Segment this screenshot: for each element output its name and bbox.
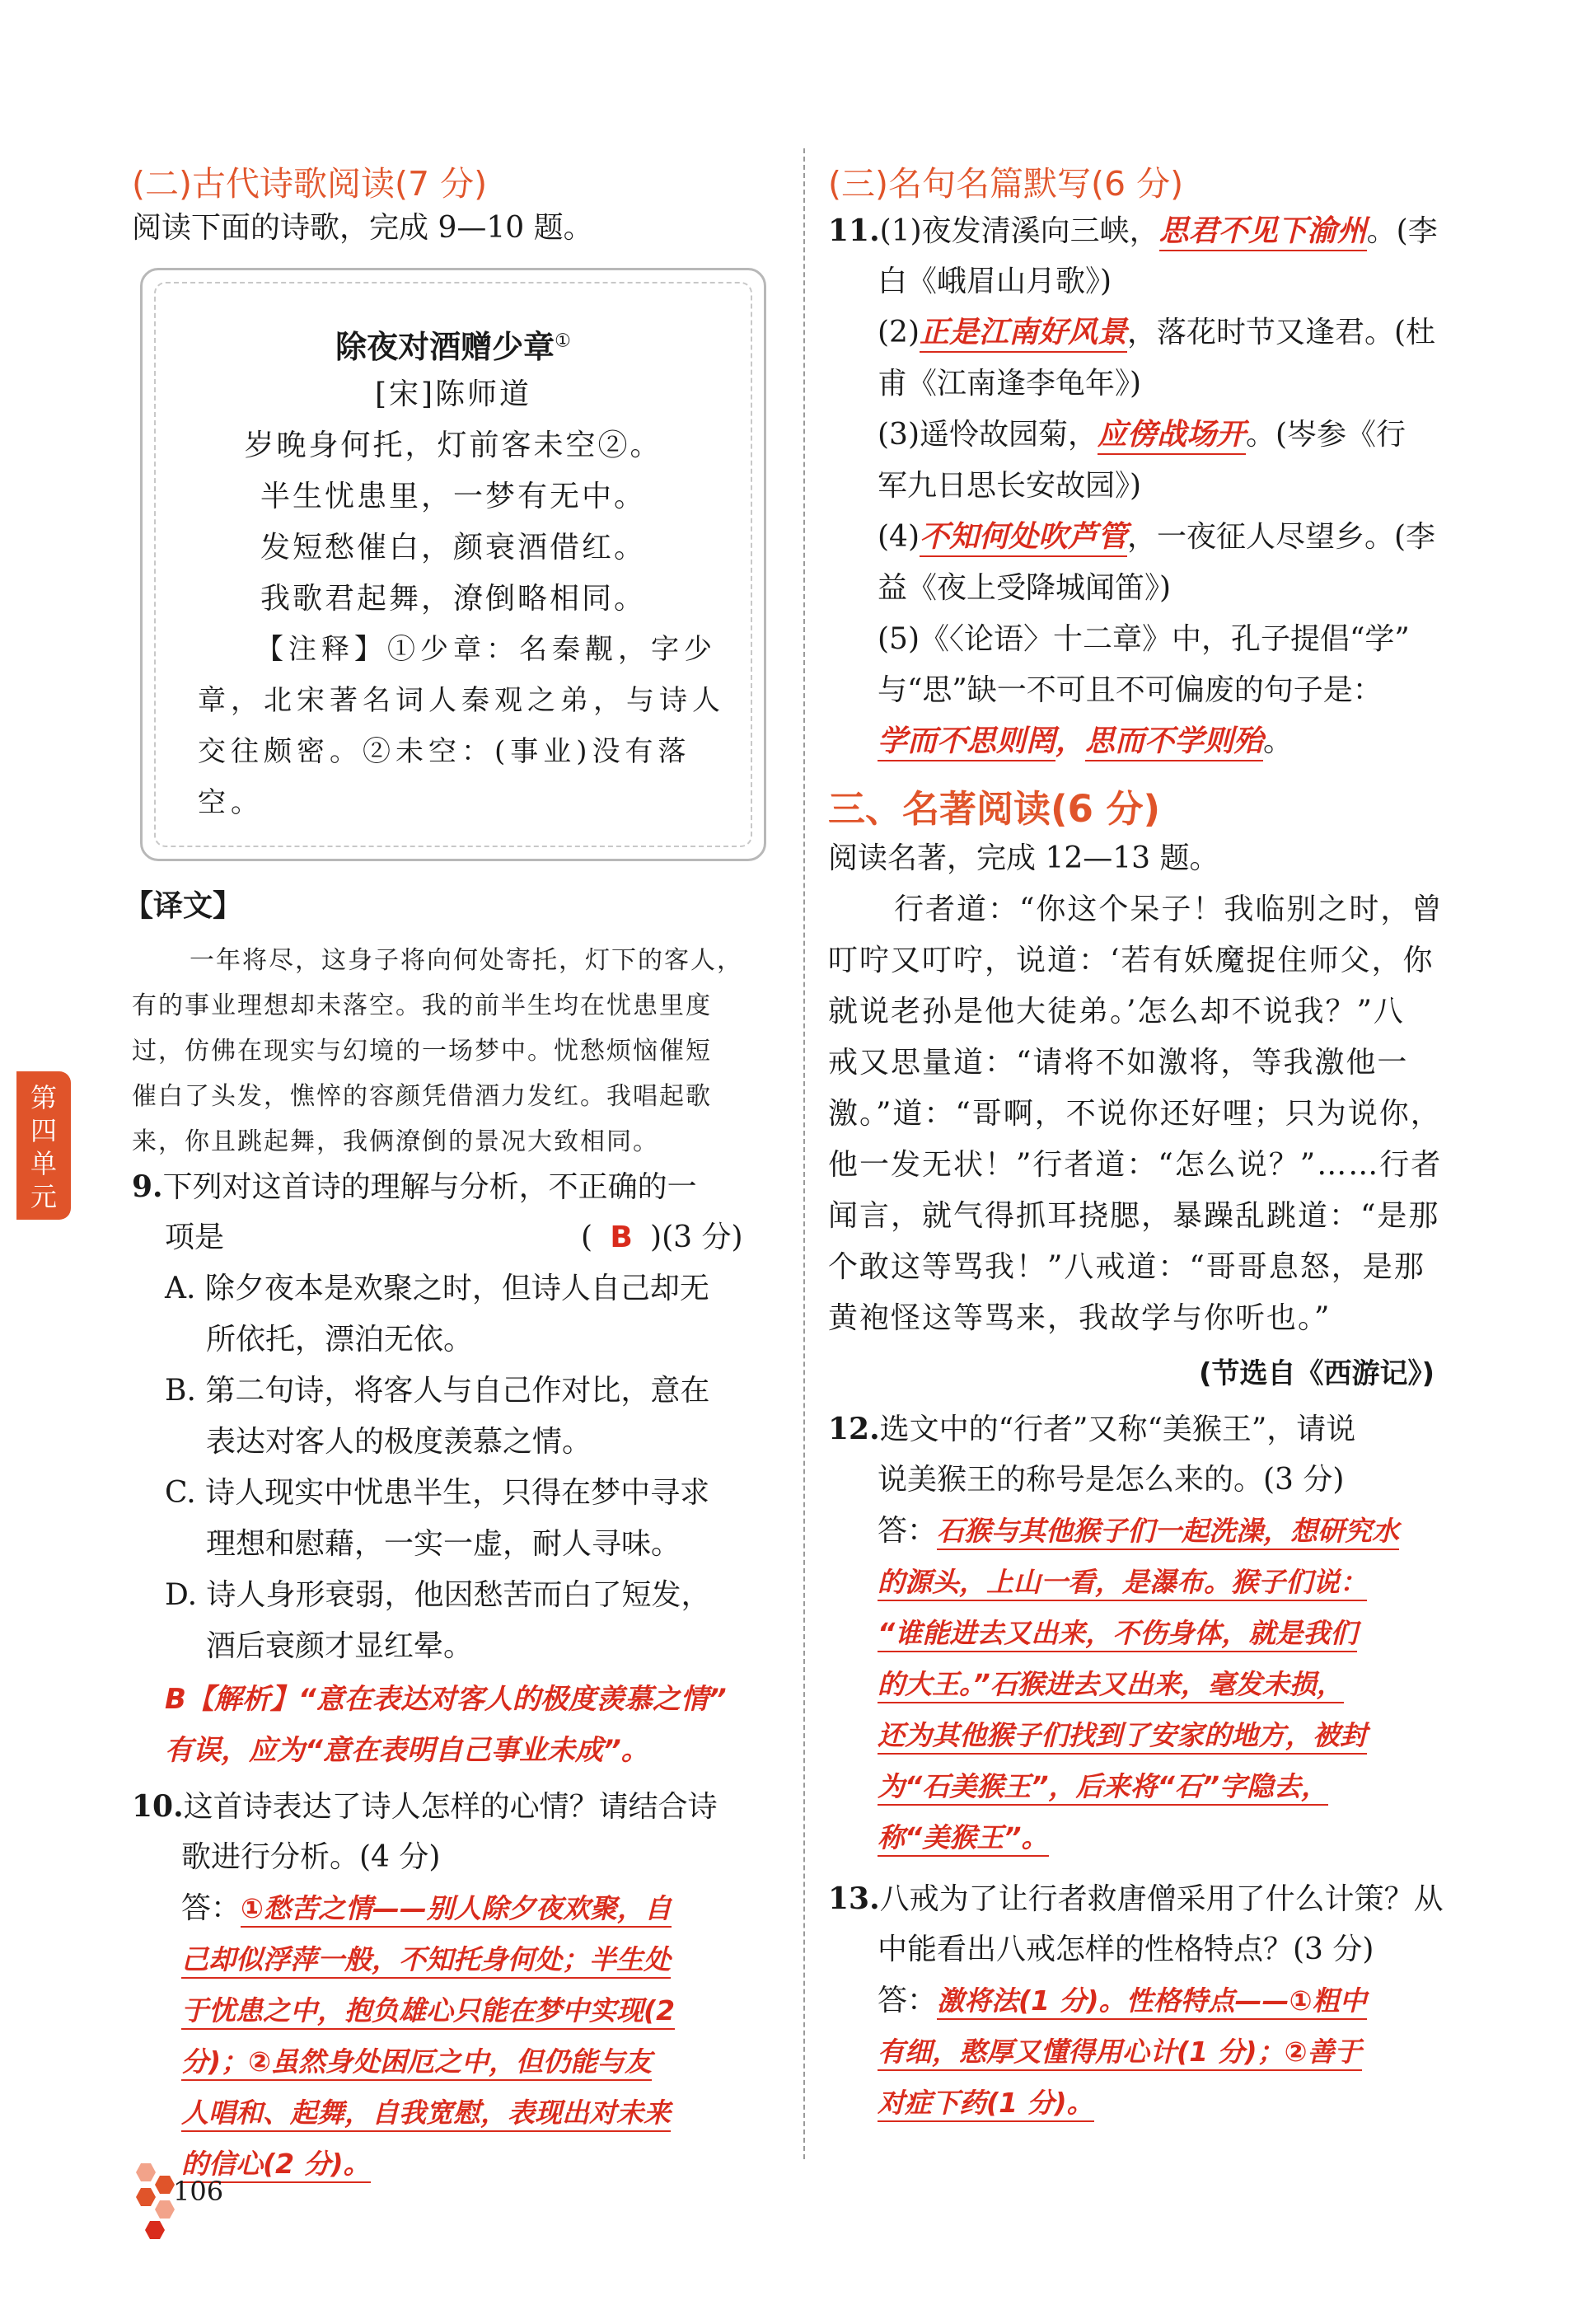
q9-option-a-line-1: A. 除夕夜本是欢聚之时，但诗人自己却无 [165, 1272, 709, 1305]
q12-stem-line-1 [828, 1411, 1355, 1448]
q10-stem-line-1 [132, 1788, 718, 1825]
side-tab-char: 元 [30, 1181, 57, 1212]
q9-score: )(3 分) [650, 1221, 743, 1254]
passage-line-8: 个敢这等骂我！”八戒道：“哥哥息怒，是那 [828, 1250, 1425, 1284]
translation-line-3: 过，仿佛在现实与幻境的一场梦中。忧愁烦恼催短 [132, 1037, 712, 1066]
poem-line-1: 岁晚身何托，灯前客未空②。 [244, 429, 662, 462]
q10-answer-text: 人唱和、起舞，自我宽慰，表现出对未来 [181, 2097, 671, 2132]
q10-answer-text: 己却似浮萍一般，不知托身何处；半生处 [181, 1943, 671, 1979]
q9-paren-open: ( [581, 1221, 593, 1254]
q11-item-1-answer: 思君不见下渝州 [1159, 214, 1367, 251]
q12-answer-line-6 [878, 1769, 1328, 1805]
q13-answer-text: 激将法(1 分)。性格特点——①粗中 [937, 1984, 1367, 2020]
q9-stem-line-2: 项是 [165, 1221, 225, 1254]
q10-answer-line-2 [181, 1942, 671, 1978]
q11-item-text: 。(李 [1366, 214, 1438, 248]
q11-item-4-answer: 不知何处吹芦管 [920, 520, 1127, 557]
q12-answer-line-3 [878, 1615, 1357, 1652]
q9-option-c-line-1: C. 诗人现实中忧患半生，只得在梦中寻求 [165, 1476, 710, 1510]
q12-answer-text: “谁能进去又出来，不伤身体，就是我们 [878, 1617, 1357, 1652]
q11-item-5-sep: ， [1055, 724, 1086, 758]
q10-answer-line-3 [181, 1993, 675, 2029]
translation-line-2: 有的事业理想却未落空。我的前半生均在忧患里度 [132, 991, 712, 1020]
section-title-recitation: (三)名句名篇默写(6 分) [828, 164, 1184, 204]
q13-answer-text: 对症下药(1 分)。 [878, 2087, 1094, 2122]
q10-answer-prefix: 答： [181, 1891, 241, 1925]
q11-item-text: (1)夜发清溪向三峡， [879, 214, 1159, 248]
translation-line-1: 一年将尽，这身子将向何处寄托，灯下的客人， [190, 946, 743, 975]
q9-option-b-line-2: 表达对客人的极度羡慕之情。 [206, 1425, 592, 1459]
q12-answer-line-7 [878, 1820, 1049, 1856]
section-title-classics: 三、名著阅读(6 分) [828, 787, 1161, 831]
classics-instruction: 阅读名著，完成 12—13 题。 [828, 841, 1219, 875]
q13-stem-text: 八戒为了让行者救唐僧采用了什么计策？从 [879, 1882, 1444, 1916]
q13-answer-line-2 [878, 2034, 1362, 2070]
q12-answer-text: 的源头，上山一看，是瀑布。猴子们说： [878, 1566, 1367, 1601]
q11-item-3-answer: 应傍战场开 [1098, 418, 1246, 455]
passage-line-4: 戒又思量道：“请将不如激将，等我激他一 [828, 1046, 1409, 1080]
poem-line-3: 发短愁催白，颜衰酒借红。 [260, 531, 646, 565]
q12-stem-text: 选文中的“行者”又称“美猴王”，请说 [879, 1413, 1356, 1446]
q11-item-4-line-1 [878, 519, 1435, 555]
passage-source: (节选自《西游记》) [1199, 1357, 1435, 1390]
q10-answer-line-4 [181, 2044, 652, 2080]
translation-line-4: 催白了头发，憔悴的容颜凭借酒力发红。我唱起歌 [132, 1082, 712, 1111]
q11-item-text: ，一夜征人尽望乡。(李 [1127, 520, 1436, 554]
q11-item-4-line-2: 益《夜上受降城闻笛》) [878, 571, 1172, 605]
q11-item-2-answer: 正是江南好风景 [920, 316, 1127, 353]
poem-title-text: 除夜对酒赠少章 [335, 329, 555, 365]
q13-answer-prefix: 答： [878, 1984, 938, 2017]
side-tab-char: 单 [30, 1148, 57, 1179]
q11-item-text: 。(岑参《行 [1246, 418, 1406, 452]
q13-stem-line-2: 中能看出八戒怎样的性格特点？(3 分) [878, 1933, 1374, 1966]
q10-answer-line-1 [181, 1891, 672, 1927]
passage-line-3: 就说老孙是他大徒弟。’怎么却不说我？”八 [828, 995, 1405, 1028]
poem-title-mark: ① [555, 330, 571, 352]
q9-number: 9. [132, 1169, 163, 1204]
q11-item-5-line-3 [878, 724, 1293, 760]
q10-answer-text: 的信心(2 分)。 [181, 2148, 371, 2183]
q12-answer-text: 称“美猴王”。 [878, 1821, 1049, 1857]
page-number: 106 [173, 2176, 224, 2207]
q12-answer-line-2 [878, 1564, 1367, 1600]
poem-line-2: 半生忧患里，一梦有无中。 [260, 480, 646, 513]
passage-line-1: 行者道：“你这个呆子！我临别之时，曾 [894, 893, 1444, 926]
q12-answer-prefix: 答： [878, 1514, 938, 1548]
q10-answer-text: 于忧患之中，抱负雄心只能在梦中实现(2 [181, 1994, 675, 2030]
poem-line-4: 我歌君起舞，潦倒略相同。 [260, 582, 646, 616]
passage-line-6: 他一发无状！”行者道：“怎么说？”……行者 [828, 1148, 1443, 1182]
q12-stem-line-2: 说美猴王的称号是怎么来的。(3 分) [878, 1463, 1345, 1497]
q9-answer-box [581, 1220, 743, 1256]
q12-answer-line-1 [878, 1513, 1399, 1549]
q9-analysis-line-1: B【解析】“意在表达对客人的极度羡慕之情” [165, 1683, 727, 1716]
q10-answer-text: ①愁苦之情——别人除夕夜欢聚，自 [241, 1892, 672, 1928]
q11-item-3-line-1 [878, 417, 1406, 453]
q12-answer-line-4 [878, 1666, 1344, 1703]
q9-option-d-line-2: 酒后衰颜才显红晕。 [206, 1629, 474, 1663]
q12-answer-line-5 [878, 1717, 1367, 1754]
passage-line-7: 闻言，就气得抓耳挠腮，暴躁乱跳道：“是那 [828, 1199, 1440, 1233]
poem-note-4: 空。 [198, 786, 264, 819]
poetry-instruction: 阅读下面的诗歌，完成 9—10 题。 [132, 211, 593, 245]
q9-answer: B [610, 1221, 633, 1254]
poem-title [140, 321, 766, 367]
side-tab-char: 四 [30, 1115, 57, 1146]
unit-side-tab [16, 1071, 71, 1220]
translation-title: 【译文】 [124, 889, 243, 923]
q10-stem-text: 这首诗表达了诗人怎样的心情？请结合诗 [183, 1790, 718, 1824]
q10-answer-text: 分)；②虽然身处困厄之中，但仍能与友 [181, 2045, 652, 2081]
q9-option-d-line-1: D. 诗人身形衰弱，他因愁苦而白了短发， [165, 1578, 711, 1612]
q9-option-b-line-1: B. 第二句诗，将客人与自己作对比，意在 [165, 1374, 710, 1408]
q11-item-5-answer-2: 思而不学则殆 [1085, 724, 1263, 761]
q11-item-2-line-2: 甫《江南逢李龟年》) [878, 367, 1142, 401]
q11-item-1-line-2: 白《峨眉山月歌》) [878, 265, 1112, 298]
q12-answer-text: 石猴与其他猴子们一起洗澡，想研究水 [937, 1515, 1399, 1550]
q11-item-5-end: 。 [1263, 724, 1294, 758]
q11-item-3-line-2: 军九日思长安故园》) [878, 469, 1142, 503]
q10-stem-line-2: 歌进行分析。(4 分) [181, 1840, 441, 1874]
q11-item-text: (2) [878, 316, 920, 349]
q9-option-a-line-2: 所依托，漂泊无依。 [206, 1323, 474, 1356]
q13-stem-line-1 [828, 1881, 1444, 1918]
poem-author: [宋]陈师道 [374, 377, 532, 411]
poem-note-1: 【注释】①少章：名秦觏，字少 [255, 633, 717, 666]
column-divider [803, 148, 805, 2159]
passage-line-2: 叮咛又叮咛，说道：‘若有妖魔捉住师父，你 [828, 944, 1435, 977]
q11-number: 11. [828, 213, 880, 248]
q12-answer-text: 为“石美猴王”，后来将“石”字隐去， [878, 1770, 1328, 1806]
q10-answer-line-5 [181, 2095, 671, 2131]
passage-line-5: 激。”道：“哥啊，不说你还好哩；只为说你， [828, 1097, 1442, 1131]
q11-item-text: (3)遥怜故园菊， [878, 418, 1098, 452]
q10-number: 10. [132, 1789, 184, 1824]
q11-item-5-line-1: (5)《〈论语〉十二章》中，孔子提倡“学” [878, 622, 1410, 656]
q12-answer-text: 还为其他猴子们找到了安家的地方，被封 [878, 1719, 1367, 1755]
section-title-poetry: (二)古代诗歌阅读(7 分) [132, 164, 488, 204]
q11-item-5-line-2: 与“思”缺一不可且不可偏废的句子是： [878, 673, 1383, 707]
translation-line-5: 来，你且跳起舞，我俩潦倒的景况大致相同。 [132, 1127, 659, 1156]
q11-item-text: ，落花时节又逢君。(杜 [1127, 316, 1436, 349]
q9-analysis-line-2: 有误，应为“意在表明自己事业未成”。 [165, 1734, 649, 1767]
poem-note-2: 章，北宋著名词人秦观之弟，与诗人 [198, 684, 725, 717]
side-tab-char: 第 [30, 1082, 57, 1113]
q11-item-2-line-1 [878, 315, 1435, 351]
q13-number: 13. [828, 1881, 880, 1916]
q12-answer-text: 的大王。”石猴进去又出来，毫发未损， [878, 1668, 1344, 1703]
q11-item-text: (4) [878, 520, 920, 554]
q13-answer-line-3 [878, 2085, 1094, 2121]
passage-line-9: 黄袍怪这等骂来，我故学与你听也。” [828, 1301, 1332, 1335]
q11-item-1-line-1 [828, 213, 1438, 250]
q11-item-5-answer-1: 学而不思则罔 [878, 724, 1055, 761]
q12-number: 12. [828, 1412, 880, 1446]
q13-answer-line-1 [878, 1983, 1367, 2019]
q9-stem-text: 下列对这首诗的理解与分析，不正确的一 [162, 1170, 697, 1204]
q9-option-c-line-2: 理想和慰藉，一实一虚，耐人寻味。 [206, 1527, 681, 1561]
q13-answer-text: 有细，憨厚又懂得用心计(1 分)；②善于 [878, 2036, 1362, 2071]
q9-stem-line-1 [132, 1169, 697, 1206]
poem-note-3: 交往颇密。②未空：(事业)没有落 [198, 735, 691, 768]
